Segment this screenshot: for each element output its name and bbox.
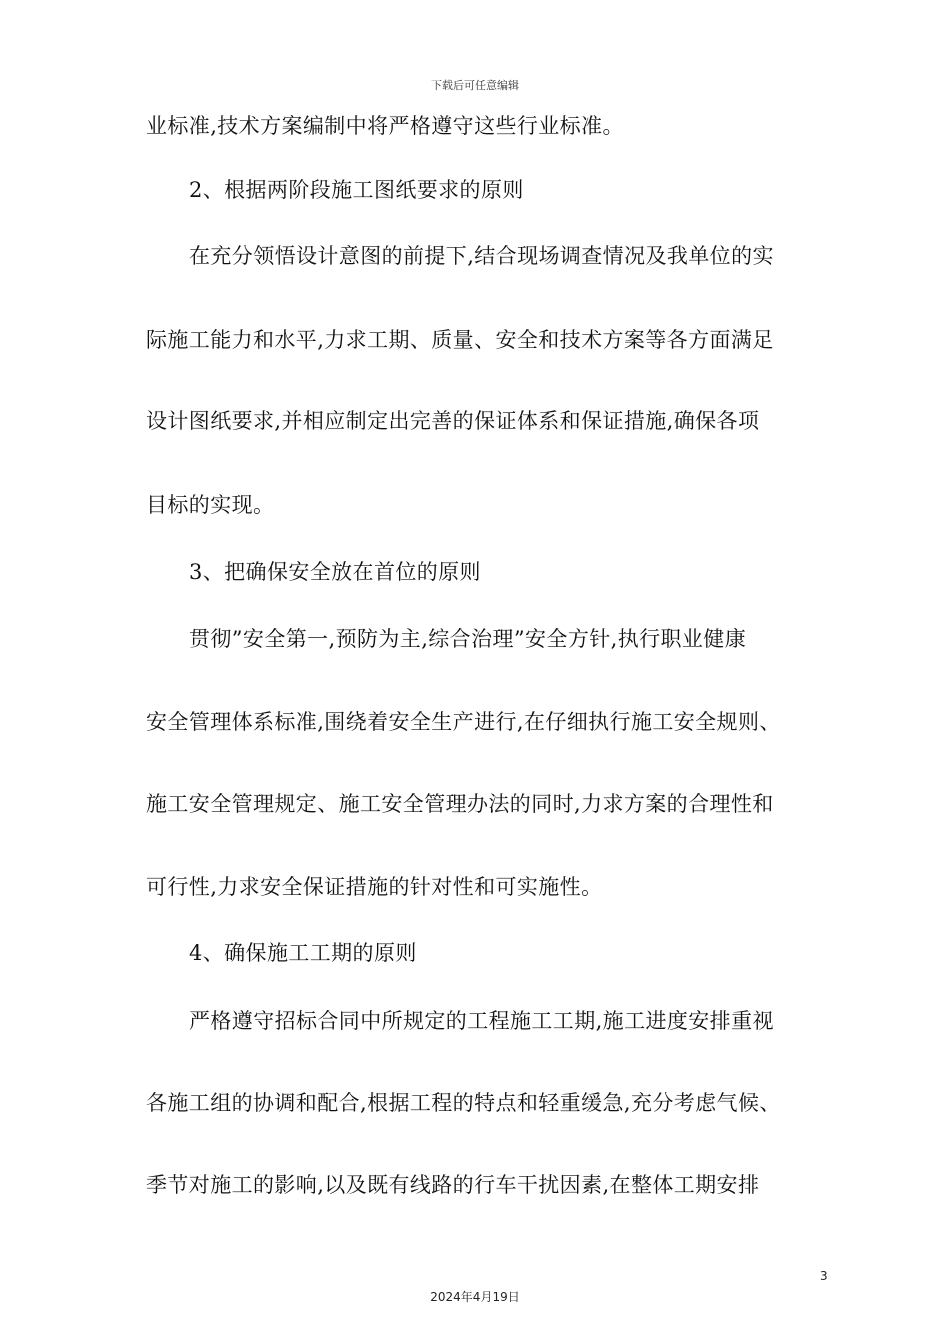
body-text-line: 设计图纸要求,并相应制定出完善的保证体系和保证措施,确保各项	[146, 409, 760, 433]
body-text-line: 可行性,力求安全保证措施的针对性和可实施性。	[146, 875, 603, 899]
body-text-line: 在充分领悟设计意图的前提下,结合现场调查情况及我单位的实	[189, 244, 774, 268]
section-heading: 3、把确保安全放在首位的原则	[189, 560, 481, 584]
page-header: 下载后可任意编辑	[431, 79, 519, 92]
body-text-line: 业标准,技术方案编制中将严格遵守这些行业标准。	[146, 114, 624, 138]
body-text-line: 各施工组的协调和配合,根据工程的特点和轻重缓急,充分考虑气候、	[146, 1091, 781, 1115]
body-text-line: 季节对施工的影响,以及既有线路的行车干扰因素,在整体工期安排	[146, 1173, 760, 1197]
body-text-line: 严格遵守招标合同中所规定的工程施工工期,施工进度安排重视	[189, 1009, 774, 1033]
page-number: 3	[820, 1269, 828, 1283]
body-text-line: 安全管理体系标准,围绕着安全生产进行,在仔细执行施工安全规则、	[146, 710, 781, 734]
body-text-line: 施工安全管理规定、施工安全管理办法的同时,力求方案的合理性和	[146, 792, 774, 816]
body-text-line: 际施工能力和水平,力求工期、质量、安全和技术方案等各方面满足	[146, 328, 774, 352]
body-text-line: 贯彻”安全第一,预防为主,综合治理”安全方针,执行职业健康	[189, 627, 747, 651]
section-heading: 2、根据两阶段施工图纸要求的原则	[189, 178, 524, 202]
body-text-line: 目标的实现。	[146, 493, 275, 517]
footer-date: 2024年4月19日	[430, 1290, 520, 1304]
section-heading: 4、确保施工工期的原则	[189, 941, 417, 965]
